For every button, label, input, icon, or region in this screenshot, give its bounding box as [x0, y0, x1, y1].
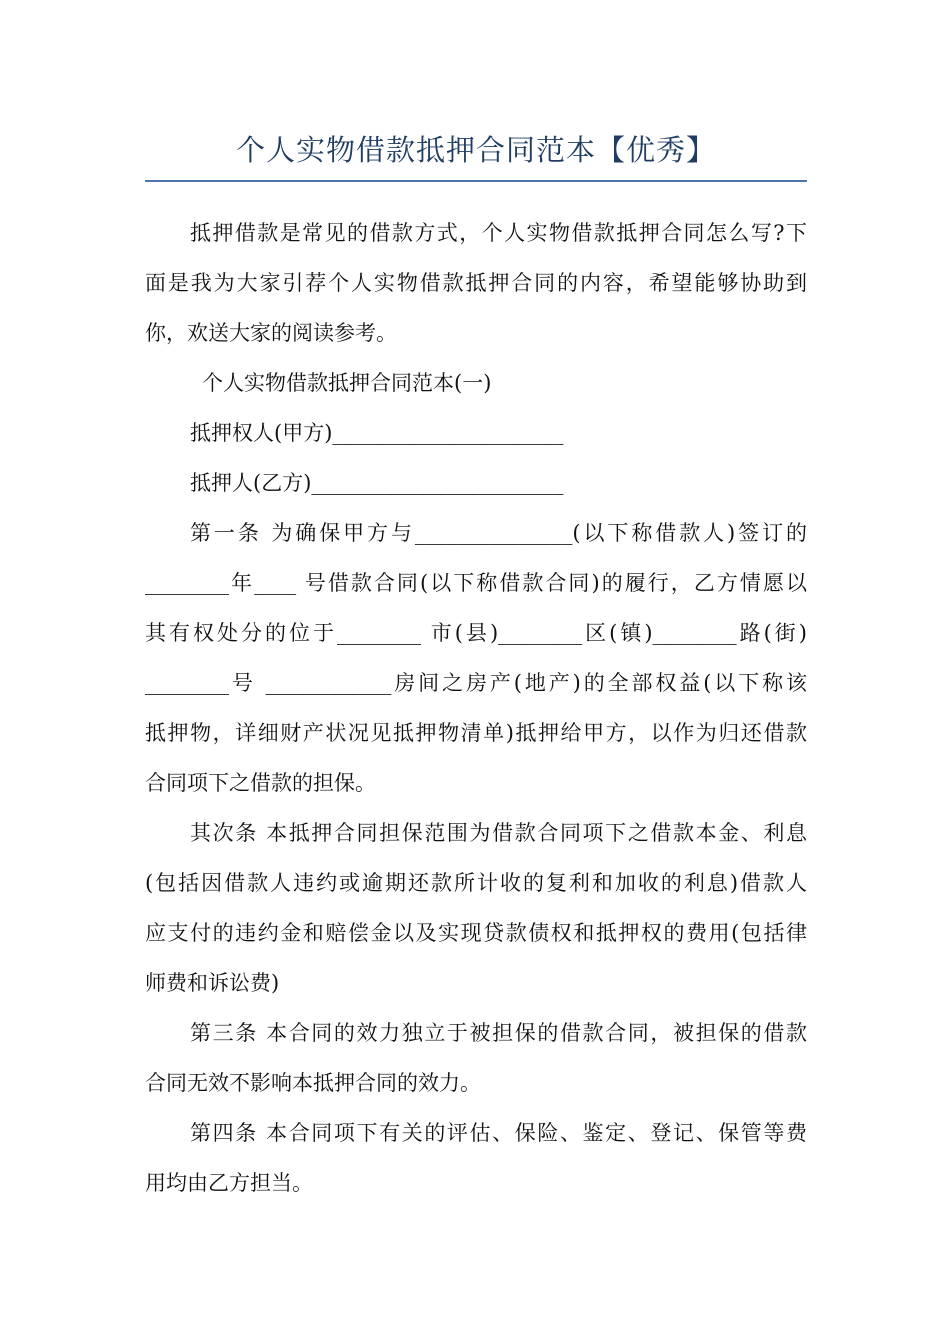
paragraph-line: 第四条 本合同项下有关的评估、保险、鉴定、登记、保管等费	[190, 1121, 807, 1145]
mortgagor-field: 抵押人(乙方)________________________	[190, 471, 564, 495]
paragraph-line: 合同项下之借款的担保。	[145, 771, 376, 795]
paragraph-line: 师费和诉讼费)	[145, 971, 280, 995]
paragraph-line: ________号 ____________房间之房产(地产)的全部权益(以下称该	[145, 671, 807, 695]
paragraph-line: ________年____ 号借款合同(以下称借款合同)的履行，乙方情愿以	[145, 571, 807, 595]
paragraph-line: 你，欢送大家的阅读参考。	[145, 321, 397, 345]
document-title: 个人实物借款抵押合同范本【优秀】	[235, 133, 716, 167]
paragraph-line: 面是我为大家引荐个人实物借款抵押合同的内容，希望能够协助到	[145, 271, 807, 295]
document-body	[145, 208, 807, 1208]
paragraph-line: 用均由乙方担当。	[145, 1171, 313, 1195]
paragraph-line: 第三条 本合同的效力独立于被担保的借款合同，被担保的借款	[190, 1021, 807, 1045]
paragraph-line: 应支付的违约金和赔偿金以及实现贷款债权和抵押权的费用(包括律	[145, 921, 807, 945]
section-heading: 个人实物借款抵押合同范本(一)	[202, 371, 492, 395]
paragraph-line: 抵押借款是常见的借款方式，个人实物借款抵押合同怎么写?下	[190, 221, 807, 245]
paragraph-line: (包括因借款人违约或逾期还款所计收的复利和加收的利息)借款人	[145, 871, 807, 895]
mortgagee-field: 抵押权人(甲方)______________________	[190, 421, 564, 445]
paragraph-line: 其有权处分的位于________ 市(县)________区(镇)________路(街)	[145, 621, 807, 645]
paragraph-line: 合同无效不影响本抵押合同的效力。	[145, 1071, 481, 1095]
paragraph-line: 第一条 为确保甲方与_______________(以下称借款人)签订的	[190, 521, 807, 545]
title-underline	[145, 180, 807, 182]
paragraph-line: 其次条 本抵押合同担保范围为借款合同项下之借款本金、利息	[190, 821, 807, 845]
paragraph-line: 抵押物，详细财产状况见抵押物清单)抵押给甲方，以作为归还借款	[145, 721, 807, 745]
